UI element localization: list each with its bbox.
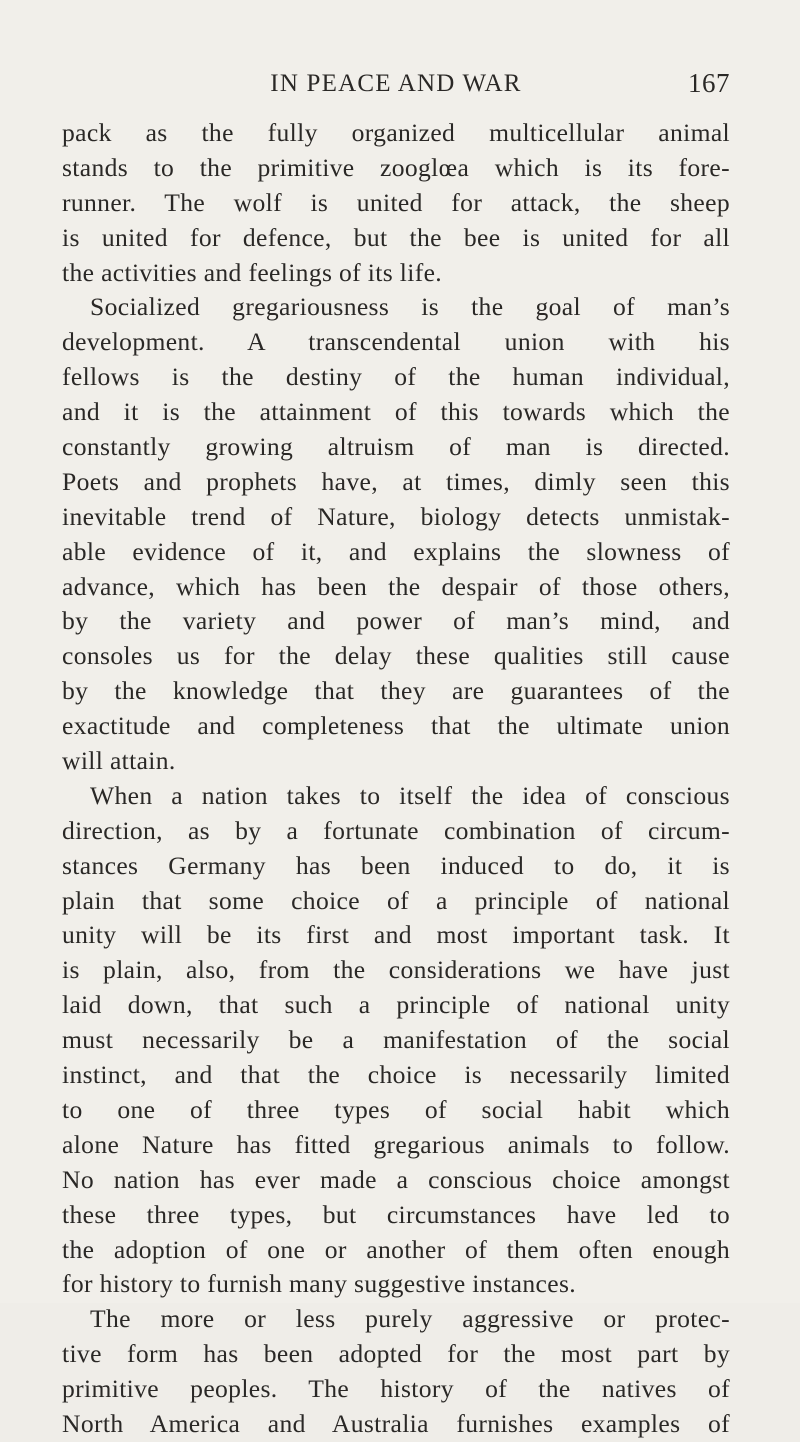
text-line: development. A transcendental union with his [62, 327, 730, 357]
text-line: by the knowledge that they are guarantees of the [62, 676, 730, 706]
text-line: Socialized gregariousness is the goal of man’s [90, 292, 730, 322]
text-line: When a nation takes to itself the idea of conscious [90, 780, 730, 810]
text-line: to one of three types of social habit which [62, 1094, 730, 1124]
text-line: inevitable trend of Nature, biology detects unmistak- [62, 501, 730, 531]
text-line: North America and Australia furnishes examples of [62, 1408, 730, 1438]
text-line: advance, which has been the despair of those others, [62, 571, 730, 601]
page-number: 167 [688, 68, 730, 98]
text-line: the activities and feelings of its life. [62, 257, 443, 287]
text-line: pack as the fully organized multicellular animal [62, 118, 730, 147]
text-line: exactitude and completeness that the ultimate union [62, 711, 730, 741]
text-line: runner. The wolf is united for attack, the sheep [62, 187, 730, 217]
text-line: consoles us for the delay these qualities still cause [62, 641, 730, 671]
text-line: alone Nature has fitted gregarious animals to follow. [62, 1129, 730, 1159]
text-line: stands to the primitive zooglœa which is its fore- [62, 152, 730, 182]
text-line: will attain. [62, 746, 176, 776]
text-line: primitive peoples. The history of the natives of [62, 1374, 730, 1404]
text-line: instinct, and that the choice is necessarily limited [62, 1060, 730, 1090]
text-line: plain that some choice of a principle of national [62, 885, 730, 915]
text-line: laid down, that such a principle of national unity [62, 990, 730, 1020]
running-head [62, 62, 730, 102]
text-line: No nation has ever made a conscious choice amongst [62, 1164, 730, 1194]
text-line: the adoption of one or another of them often enough [62, 1234, 730, 1264]
text-line: fellows is the destiny of the human individual, [62, 362, 730, 392]
text-line: Poets and prophets have, at times, dimly seen this [62, 466, 730, 496]
text-line: direction, as by a fortunate combination of circum- [62, 815, 730, 845]
running-title: IN PEACE AND WAR [270, 70, 522, 97]
text-line: The more or less purely aggressive or protec- [90, 1304, 730, 1334]
text-line: able evidence of it, and explains the slowness of [62, 536, 730, 566]
text-line: tive form has been adopted for the most part by [62, 1339, 730, 1369]
text-line: is plain, also, from the considerations we have just [62, 955, 730, 985]
text-line: and it is the attainment of this towards which the [62, 397, 730, 427]
text-line: by the variety and power of man’s mind, and [62, 606, 730, 636]
text-line: constantly growing altruism of man is directed. [62, 432, 730, 462]
text-line: stances Germany has been induced to do, it is [62, 850, 730, 880]
text-line: unity will be its first and most important task. It [62, 920, 730, 950]
text-line: is united for defence, but the bee is united for all [62, 222, 730, 252]
text-line: for history to furnish many suggestive instances. [62, 1269, 577, 1299]
text-line: must necessarily be a manifestation of the social [62, 1025, 730, 1055]
text-line: these three types, but circumstances have led to [62, 1199, 730, 1229]
body-text [62, 116, 730, 1442]
